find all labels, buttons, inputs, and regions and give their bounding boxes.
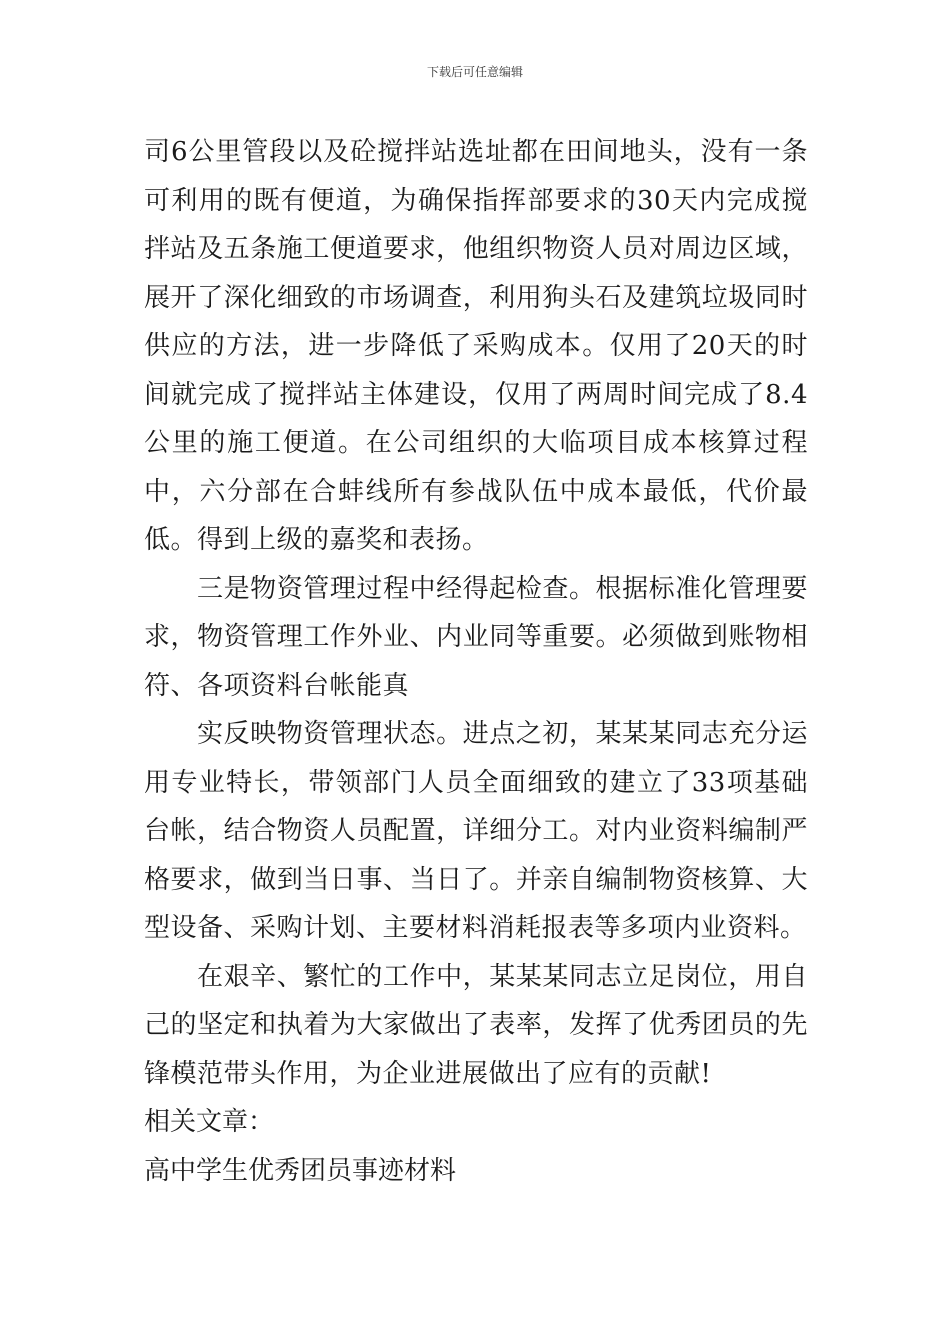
page-header-note: 下载后可任意编辑 — [426, 65, 523, 79]
paragraph-conclusion: 在艰辛、繁忙的工作中，某某某同志立足岗位，用自己的坚定和执着为大家做出了表率，发挥了优秀团员的先锋模范带头作用，为企业进展做出了应有的贡献! — [144, 961, 808, 1089]
paragraph-records: 实反映物资管理状态。进点之初，某某某同志充分运用专业特长，带领部门人员全面细致的建立了33项基础台帐，结合物资人员配置，详细分工。对内业资料编制严格要求，做到当日事、当日了。并亲自编制物资核算、大型设备、采购计划、主要材料消耗报表等多项内业资料。 — [144, 719, 808, 943]
paragraph-inspection: 三是物资管理过程中经得起检查。根据标准化管理要求，物资管理工作外业、内业同等重要。必须做到账物相符、各项资料台帐能真 — [144, 573, 808, 701]
related-article-link[interactable]: 高中学生优秀团员事迹材料 — [144, 1155, 457, 1186]
document-body — [144, 128, 808, 1195]
paragraph-continuation: 司6公里管段以及砼搅拌站选址都在田间地头，没有一条可利用的既有便道，为确保指挥部要求的30天内完成搅拌站及五条施工便道要求，他组织物资人员对周边区域，展开了深化细致的市场调查，利用狗头石及建筑垃圾同时供应的方法，进一步降低了采购成本。仅用了20天的时间就完成了搅拌站主体建设，仅用了两周时间完成了8.4公里的施工便道。在公司组织的大临项目成本核算过程中，六分部在合蚌线所有参战队伍中成本最低，代价最低。得到上级的嘉奖和表扬。 — [144, 137, 808, 555]
related-articles-heading: 相关文章： — [144, 1107, 275, 1137]
